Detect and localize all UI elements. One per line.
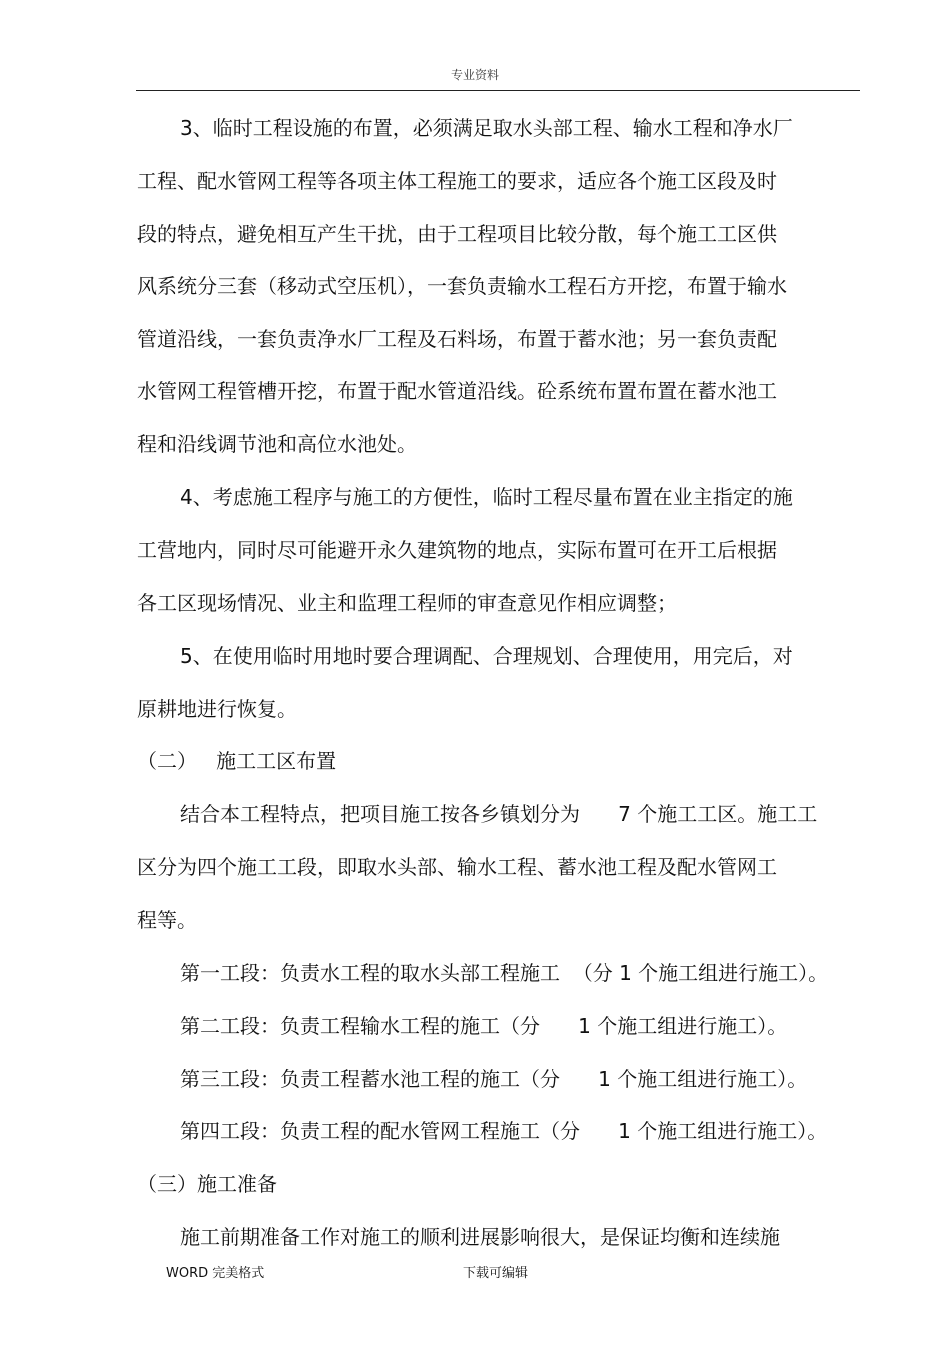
footer-download-label: 下载可编辑: [463, 1266, 529, 1281]
text-line: 风系统分三套（移动式空压机），一套负责输水工程石方开挖，布置于输水: [137, 274, 787, 298]
text-line: 工营地内，同时尽可能避开永久建筑物的地点，实际布置可在开工后根据: [137, 538, 777, 562]
text-line: 4、考虑施工程序与施工的方便性，临时工程尽量布置在业主指定的施: [180, 485, 793, 509]
text-line: 工程、配水管网工程等各项主体工程施工的要求，适应各个施工区段及时: [137, 169, 777, 193]
page-header: 专业资料: [450, 68, 499, 82]
text-line: 第三工段：负责工程蓄水池工程的施工（分 1 个施工组进行施工）。: [180, 1067, 808, 1091]
footer-word-label: WORD 完美格式: [166, 1266, 265, 1281]
text-line: 程和沿线调节池和高位水池处。: [137, 432, 417, 456]
text-line: 5、在使用临时用地时要合理调配、合理规划、合理使用，用完后，对: [180, 644, 793, 668]
text-line: 施工前期准备工作对施工的顺利进展影响很大，是保证均衡和连续施: [180, 1225, 780, 1249]
text-line: 各工区现场情况、业主和监理工程师的审查意见作相应调整；: [137, 591, 677, 615]
text-line: 结合本工程特点，把项目施工按各乡镇划分为 7 个施工工区。施工工: [180, 802, 818, 826]
section-heading: （二） 施工工区布置: [137, 749, 337, 773]
text-line: 水管网工程管槽开挖，布置于配水管道沿线。砼系统布置布置在蓄水池工: [137, 379, 777, 403]
text-line: 第二工段：负责工程输水工程的施工（分 1 个施工组进行施工）。: [180, 1014, 788, 1038]
section-heading: （三）施工准备: [137, 1172, 277, 1196]
text-line: 原耕地进行恢复。: [137, 697, 297, 721]
text-line: 第四工段：负责工程的配水管网工程施工（分 1 个施工组进行施工）。: [180, 1119, 828, 1143]
text-line: 管道沿线，一套负责净水厂工程及石料场，布置于蓄水池；另一套负责配: [137, 327, 777, 351]
text-line: 区分为四个施工工段，即取水头部、输水工程、蓄水池工程及配水管网工: [137, 855, 777, 879]
header-rule: [136, 90, 860, 91]
text-line: 3、临时工程设施的布置，必须满足取水头部工程、输水工程和净水厂: [180, 116, 793, 140]
text-line: 第一工段：负责水工程的取水头部工程施工 （分 1 个施工组进行施工）。: [180, 961, 829, 985]
text-line: 程等。: [137, 908, 197, 932]
text-line: 段的特点，避免相互产生干扰，由于工程项目比较分散，每个施工工区供: [137, 222, 777, 246]
